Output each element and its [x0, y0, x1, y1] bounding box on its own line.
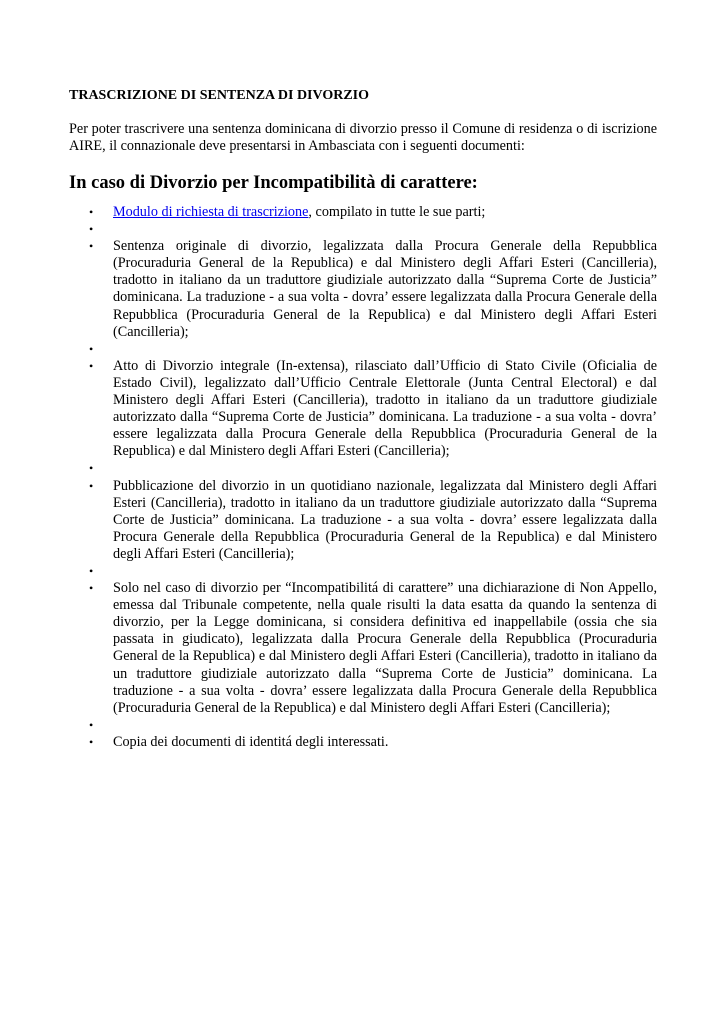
bullet-icon: •	[89, 222, 94, 237]
bullet-icon: •	[89, 239, 94, 254]
list-item	[69, 580, 657, 717]
required-documents-list	[69, 204, 657, 751]
list-item-empty	[69, 221, 657, 238]
list-item-text: , compilato in tutte le sue parti;	[308, 204, 486, 220]
bullet-icon: •	[89, 358, 94, 373]
list-item	[69, 734, 657, 751]
bullet-icon: •	[89, 478, 94, 493]
list-item-empty	[69, 460, 657, 477]
list-item-empty	[69, 341, 657, 358]
list-item	[69, 204, 657, 221]
section-heading: In caso di Divorzio per Incompatibilità di carattere:	[69, 173, 478, 193]
bullet-icon: •	[89, 563, 94, 578]
bullet-icon: •	[89, 717, 94, 732]
list-item	[69, 358, 657, 461]
bullet-icon: •	[89, 205, 94, 219]
list-item-text: Copia dei documenti di identitá degli interessati.	[113, 733, 389, 750]
list-item-text: Solo nel caso di divorzio per “Incompatibilitá di carattere” una dichiarazione di Non Appello, emessa dal Tribunale competente, nella quale risulti la data esatta da quando la sentenza di divorzio, per la Legge dominicana, si considera definitiva ed inappellabile (ossia che sia passata in giudicato), legalizzata dalla Procura Generale della Repubblica (Procuraduria General de la Republica) e dal Ministero degli Affari Esteri (Cancilleria), tradotto in italiano da un traduttore giudiziale autorizzato dalla “Suprema Corte de Justicia” dominicana. La traduzione - a sua volta - dovra’ essere legalizzata dalla Procura Generale della Repubblica (Procuraduria General de la Republica) e dal Ministero degli Affari Esteri (Cancilleria);	[113, 580, 657, 716]
list-item	[69, 238, 657, 341]
request-form-link[interactable]: Modulo di richiesta di trascrizione	[113, 204, 309, 220]
bullet-icon: •	[89, 461, 94, 476]
list-item-text: Pubblicazione del divorzio in un quotidiano nazionale, legalizzata dal Ministero degli Affari Esteri (Cancilleria), tradotto in italiano da un traduttore giudiziale autorizzato dalla “Suprema Corte de Justicia” dominicana. La traduzione - a sua volta - dovra’ essere legalizzata dalla Procura Generale della Repubblica (Procuraduria General de la Republica) e dal Ministero degli Affari Esteri (Cancilleria);	[113, 477, 657, 562]
bullet-icon: •	[89, 341, 94, 356]
list-item	[69, 478, 657, 563]
list-item-text: Sentenza originale di divorzio, legalizzata dalla Procura Generale della Repubblica (Procuraduria General de la Republica) e dal Ministero degli Affari Esteri (Cancilleria), tradotto in italiano da un traduttore giudiziale autorizzato dalla “Suprema Corte de Justicia” dominicana. La traduzione - a sua volta - dovra’ essere legalizzata dalla Procura Generale della Repubblica (Procuraduria General de la Republica) e dal Ministero degli Affari Esteri (Cancilleria);	[113, 238, 657, 340]
intro-paragraph: Per poter trascrivere una sentenza dominicana di divorzio presso il Comune di residenza o di iscrizione AIRE, il connazionale deve presentarsi in Ambasciata con i seguenti documenti:	[69, 121, 657, 154]
bullet-icon: •	[89, 734, 94, 749]
document-page	[69, 87, 657, 751]
document-title: TRASCRIZIONE DI SENTENZA DI DIVORZIO	[69, 88, 370, 103]
list-item-empty	[69, 717, 657, 734]
list-item-empty	[69, 563, 657, 580]
list-item-text: Atto di Divorzio integrale (In-extensa), rilasciato dall’Ufficio di Stato Civile (Oficialia de Estado Civil), legalizzato dall’Ufficio Centrale Elettorale (Junta Central Electoral) e dal Ministero degli Affari Esteri (Cancilleria), tradotto in italiano da un traduttore giudiziale autorizzato dalla “Suprema Corte de Justicia” dominicana. La traduzione - a sua volta - dovra’ essere legalizzata dalla Procura Generale della Repubblica (Procuraduria General de la Republica) e dal Ministero degli Affari Esteri (Cancilleria);	[113, 357, 657, 460]
bullet-icon: •	[89, 581, 94, 596]
